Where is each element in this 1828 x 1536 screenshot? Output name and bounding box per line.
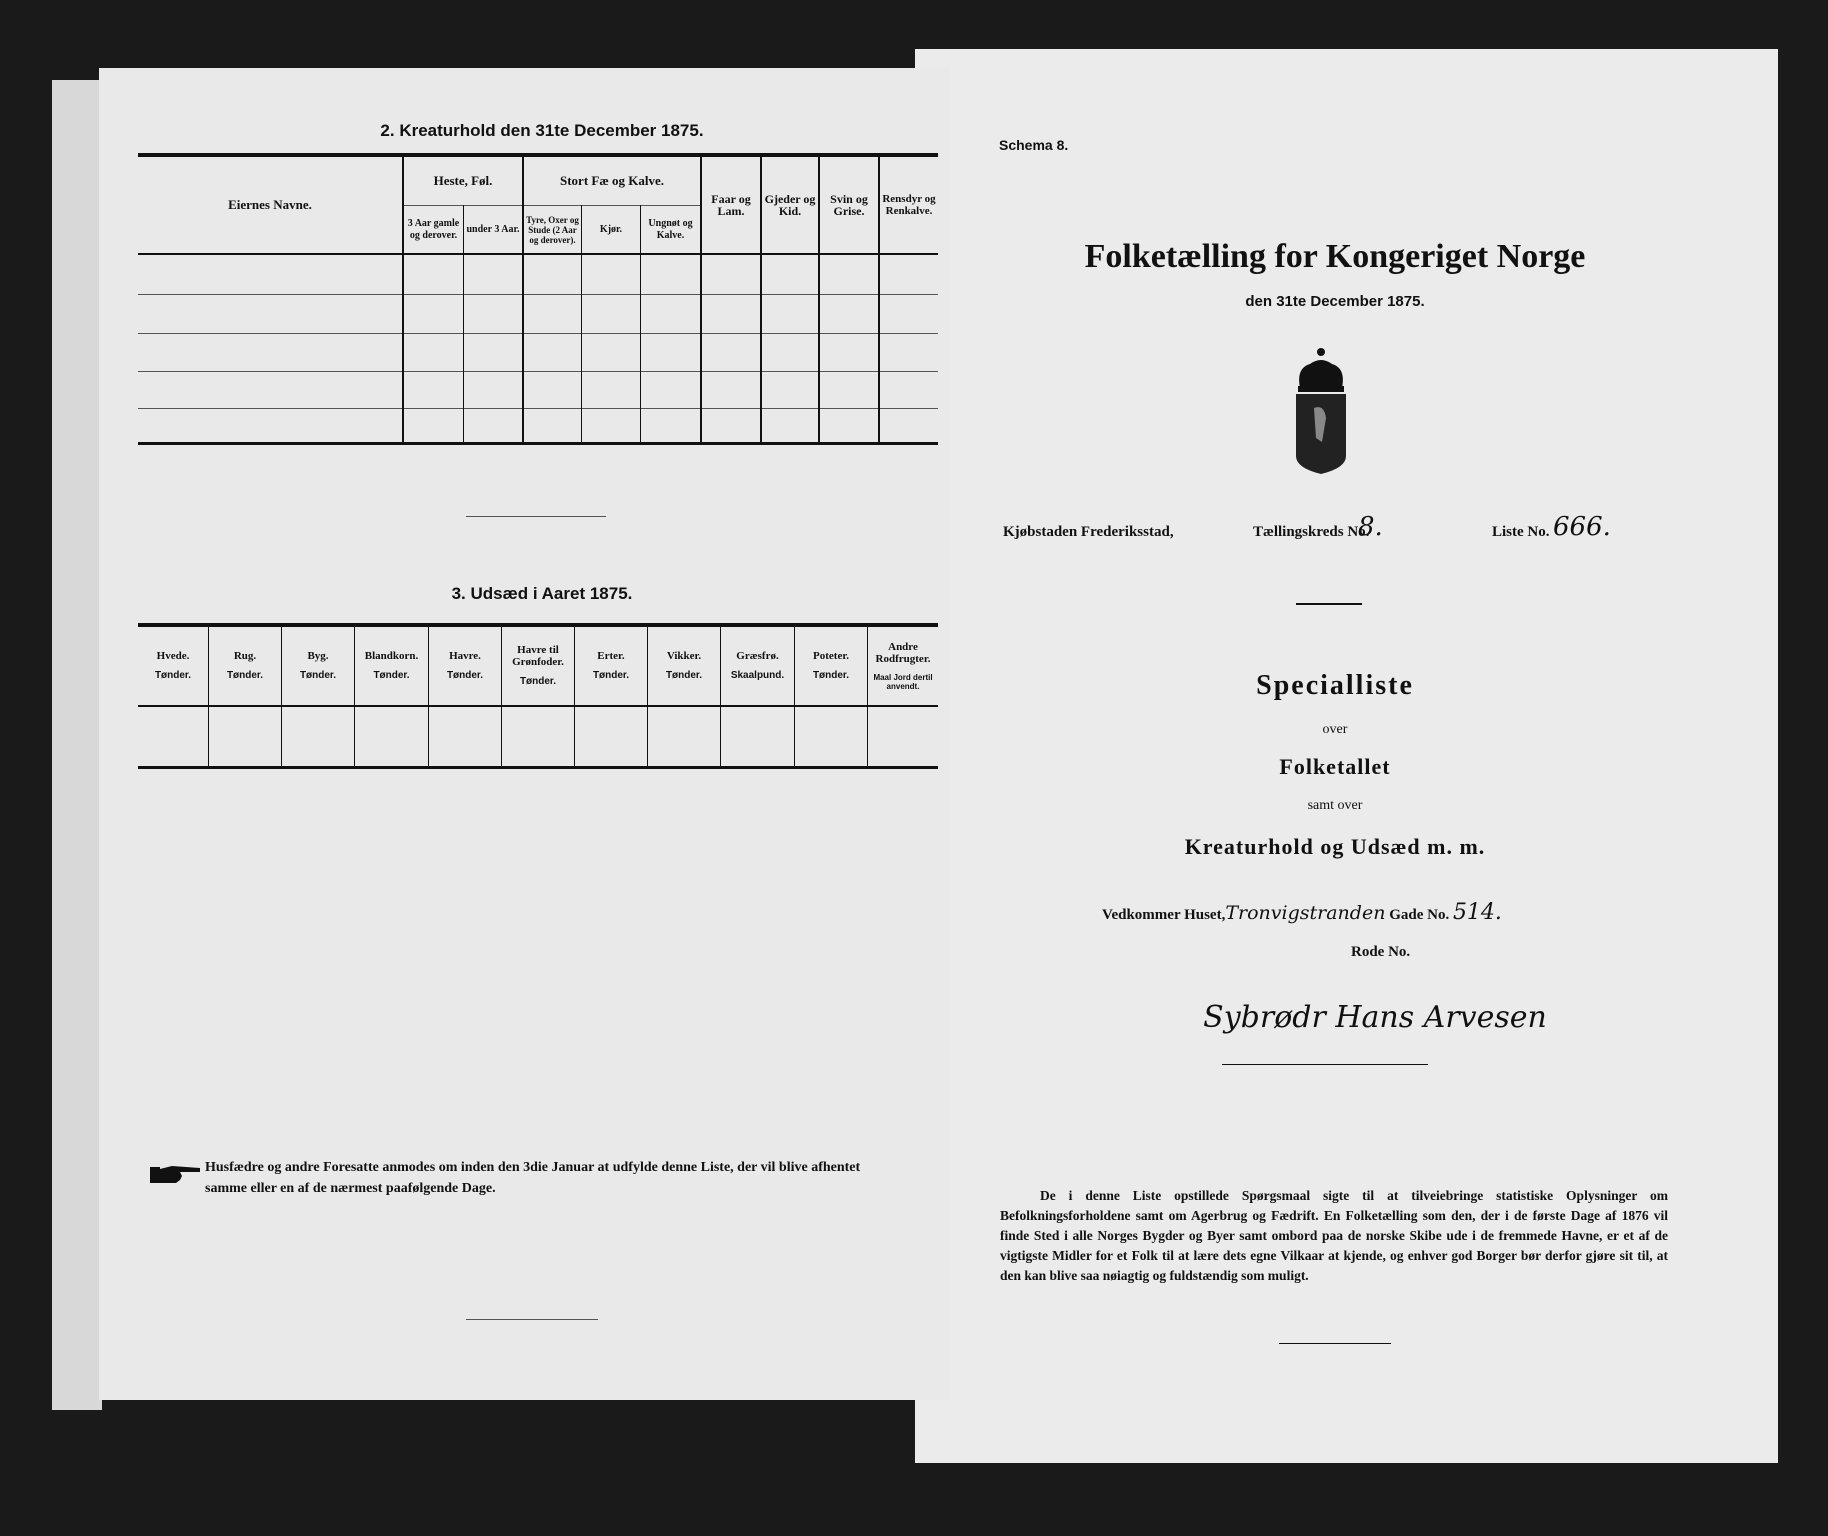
coat-of-arms-icon <box>1292 346 1350 476</box>
house-line <box>1102 900 1502 925</box>
page-title: Folketælling for Kongeriget Norge <box>1084 238 1586 275</box>
signature: Sybrødr Hans Arvesen <box>1203 1000 1547 1035</box>
col-goats: Gjeder og Kid. <box>764 192 816 218</box>
col-cattle-cows: Kjør. <box>599 223 623 235</box>
col-cattle: Stort Fæ og Kalve. <box>560 173 664 188</box>
col-cattle-bulls: Tyre, Oxer og Stude (2 Aar og derover). <box>526 214 579 245</box>
list-label: Liste No. <box>1492 524 1550 540</box>
street-value: 514. <box>1452 900 1502 925</box>
col-vikker: Vikker. Tønder. <box>665 650 703 681</box>
divider <box>1296 603 1362 605</box>
col-horses: Heste, Føl. <box>433 173 493 188</box>
divider <box>466 516 606 517</box>
col-poteter: Poteter. Tønder. <box>812 650 850 681</box>
schema-label: Schema 8. <box>999 137 1069 153</box>
col-owner-names: Eiernes Navne. <box>228 197 312 212</box>
divider <box>466 1319 598 1320</box>
col-graesfro: Græsfrø. Skaalpund. <box>730 650 785 681</box>
col-horses-old: 3 Aar gamle og derover. <box>407 217 460 241</box>
col-byg: Byg. Tønder. <box>299 650 337 681</box>
kreaturhold-text: Kreaturhold og Udsæd m. m. <box>1184 834 1486 859</box>
district-label: Tællingskreds No. <box>1253 524 1370 540</box>
explanation-paragraph: De i denne Liste opstillede Spørgsmaal sigte til at tilveiebringe statistiske Oplysninger om Befolkningsforholdene samt om Agerbrug og Fædrift. En Folketælling som den, der i de første Dage af 1876 vil finde Sted i alle Norges Bygder og Byer samt ombord paa de norske Skibe ude i de fremmede Havne, er et af de vigtigste Midler for et Folk til at lære dets egne Vilkaar at kjende, og enhver god Borger bør derfor gjøre sit til, at den kan blive saa nøiagtig og fuldstændig som muligt. <box>1000 1188 1668 1283</box>
census-date: den 31te December 1875. <box>1245 293 1425 310</box>
col-cattle-young: Ungnøt og Kalve. <box>648 217 693 241</box>
col-hvede: Hvede. Tønder. <box>154 650 192 681</box>
divider <box>1279 1343 1391 1344</box>
specialliste-title: Specialliste <box>1256 670 1414 701</box>
col-erter: Erter. Tønder. <box>592 650 630 681</box>
col-rug: Rug. Tønder. <box>226 650 264 681</box>
town-label: Kjøbstaden Frederiksstad, <box>1003 524 1174 540</box>
district-value: 8. <box>1358 512 1383 542</box>
house-label: Vedkommer Huset, <box>1102 907 1226 923</box>
col-sheep: Faar og Lam. <box>711 192 751 218</box>
col-andre-rodfrugter: Andre Rodfrugter. Maal Jord dertil anvendt. <box>873 641 933 691</box>
signature-line <box>1222 1064 1428 1065</box>
notice-text: Husfædre og andre Foresatte anmodes om inden den 3die Januar at udfylde denne Liste, der vil blive afhentet samme eller en af de nærmest paafølgende Dage. <box>205 1160 861 1196</box>
house-value: Tronvigstranden <box>1225 902 1386 924</box>
section3-title: 3. Udsæd i Aaret 1875. <box>451 584 633 603</box>
folketallet-text: Folketallet <box>1279 754 1391 779</box>
samt-over-text: samt over <box>1307 798 1363 813</box>
rode-label: Rode No. <box>1351 944 1411 960</box>
col-reindeer: Rensdyr og Renkalve. <box>882 193 936 217</box>
pointing-hand-icon <box>150 1163 202 1187</box>
col-horses-young: under 3 Aar. <box>466 223 520 235</box>
col-havre-gronfoder: Havre til Grønfoder. Tønder. <box>512 644 564 687</box>
col-havre: Havre. Tønder. <box>446 650 484 681</box>
street-label: Gade No. <box>1389 907 1450 923</box>
over-text: over <box>1322 722 1348 737</box>
col-pigs: Svin og Grise. <box>830 192 868 218</box>
page-edge <box>52 80 102 1410</box>
section2-title: 2. Kreaturhold den 31te December 1875. <box>380 121 704 140</box>
list-value: 666. <box>1553 512 1611 542</box>
left-page <box>99 68 950 1400</box>
col-blandkorn: Blandkorn. Tønder. <box>364 650 419 681</box>
